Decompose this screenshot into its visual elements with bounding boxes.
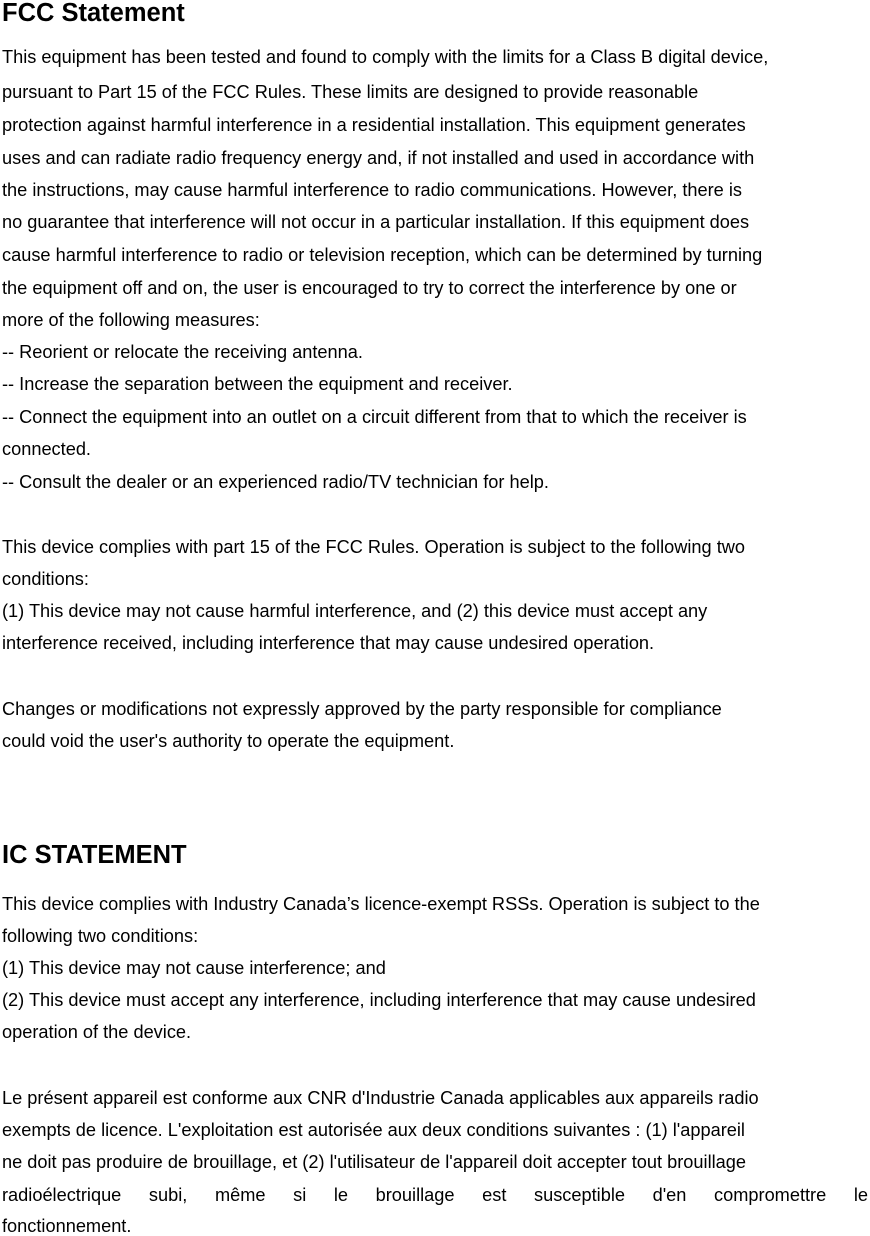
fcc-measure-2: -- Increase the separation between the equipment and receiver. — [2, 374, 513, 394]
ic-line-1: This device complies with Industry Canada’s licence-exempt RSSs. Operation is subject to the — [2, 894, 760, 914]
ic-line-4: (2) This device must accept any interference, including interference that may cause undesired — [2, 990, 756, 1010]
ic-line-2: following two conditions: — [2, 926, 199, 946]
fcc-changes-line-1: Changes or modifications not expressly approved by the party responsible for compliance — [2, 699, 722, 719]
fcc-part15-line-1: This device complies with part 15 of the FCC Rules. Operation is subject to the following two — [2, 537, 745, 557]
fcc-line-6: no guarantee that interference will not occur in a particular installation. If this equipment does — [2, 212, 750, 232]
ic-french-line-1: Le présent appareil est conforme aux CNR d'Industrie Canada applicables aux appareils radio — [2, 1088, 759, 1108]
fcc-part15-line-4: interference received, including interference that may cause undesired operation. — [2, 633, 655, 653]
fcc-line-4: uses and can radiate radio frequency energy and, if not installed and used in accordance with — [2, 148, 755, 168]
fcc-line-3: protection against harmful interference in a residential installation. This equipment generates — [2, 115, 746, 135]
fcc-line-8: the equipment off and on, the user is encouraged to try to correct the interference by one or — [2, 278, 737, 298]
fcc-changes-line-2: could void the user's authority to operate the equipment. — [2, 731, 455, 751]
ic-line-5: operation of the device. — [2, 1022, 192, 1042]
ic-statement-title: IC STATEMENT — [2, 841, 187, 869]
ic-line-3: (1) This device may not cause interference; and — [2, 958, 386, 978]
fcc-measure-1: -- Reorient or relocate the receiving antenna. — [2, 342, 363, 362]
fcc-part15-line-2: conditions: — [2, 569, 89, 589]
fcc-line-7: cause harmful interference to radio or television reception, which can be determined by turning — [2, 245, 763, 265]
fcc-part15-line-3: (1) This device may not cause harmful interference, and (2) this device must accept any — [2, 601, 708, 621]
fcc-measure-3-cont: connected. — [2, 439, 91, 459]
ic-french-line-4: radioélectrique subi, même si le brouillage est susceptible d'en compromettre le — [2, 1185, 868, 1205]
ic-french-line-5: fonctionnement. — [2, 1216, 132, 1236]
fcc-line-9: more of the following measures: — [2, 310, 260, 330]
fcc-measure-3: -- Connect the equipment into an outlet on a circuit different from that to which the receiver is — [2, 407, 747, 427]
ic-french-line-2: exempts de licence. L'exploitation est autorisée aux deux conditions suivantes : (1) l'appareil — [2, 1120, 745, 1140]
fcc-line-2: pursuant to Part 15 of the FCC Rules. These limits are designed to provide reasonable — [2, 82, 699, 102]
fcc-line-1: This equipment has been tested and found to comply with the limits for a Class B digital device, — [2, 47, 769, 67]
ic-french-line-3: ne doit pas produire de brouillage, et (2) l'utilisateur de l'appareil doit accepter tout brouillage — [2, 1152, 746, 1172]
fcc-statement-title: FCC Statement — [2, 0, 185, 27]
fcc-line-5: the instructions, may cause harmful interference to radio communications. However, there is — [2, 180, 742, 200]
fcc-measure-4: -- Consult the dealer or an experienced radio/TV technician for help. — [2, 472, 549, 492]
